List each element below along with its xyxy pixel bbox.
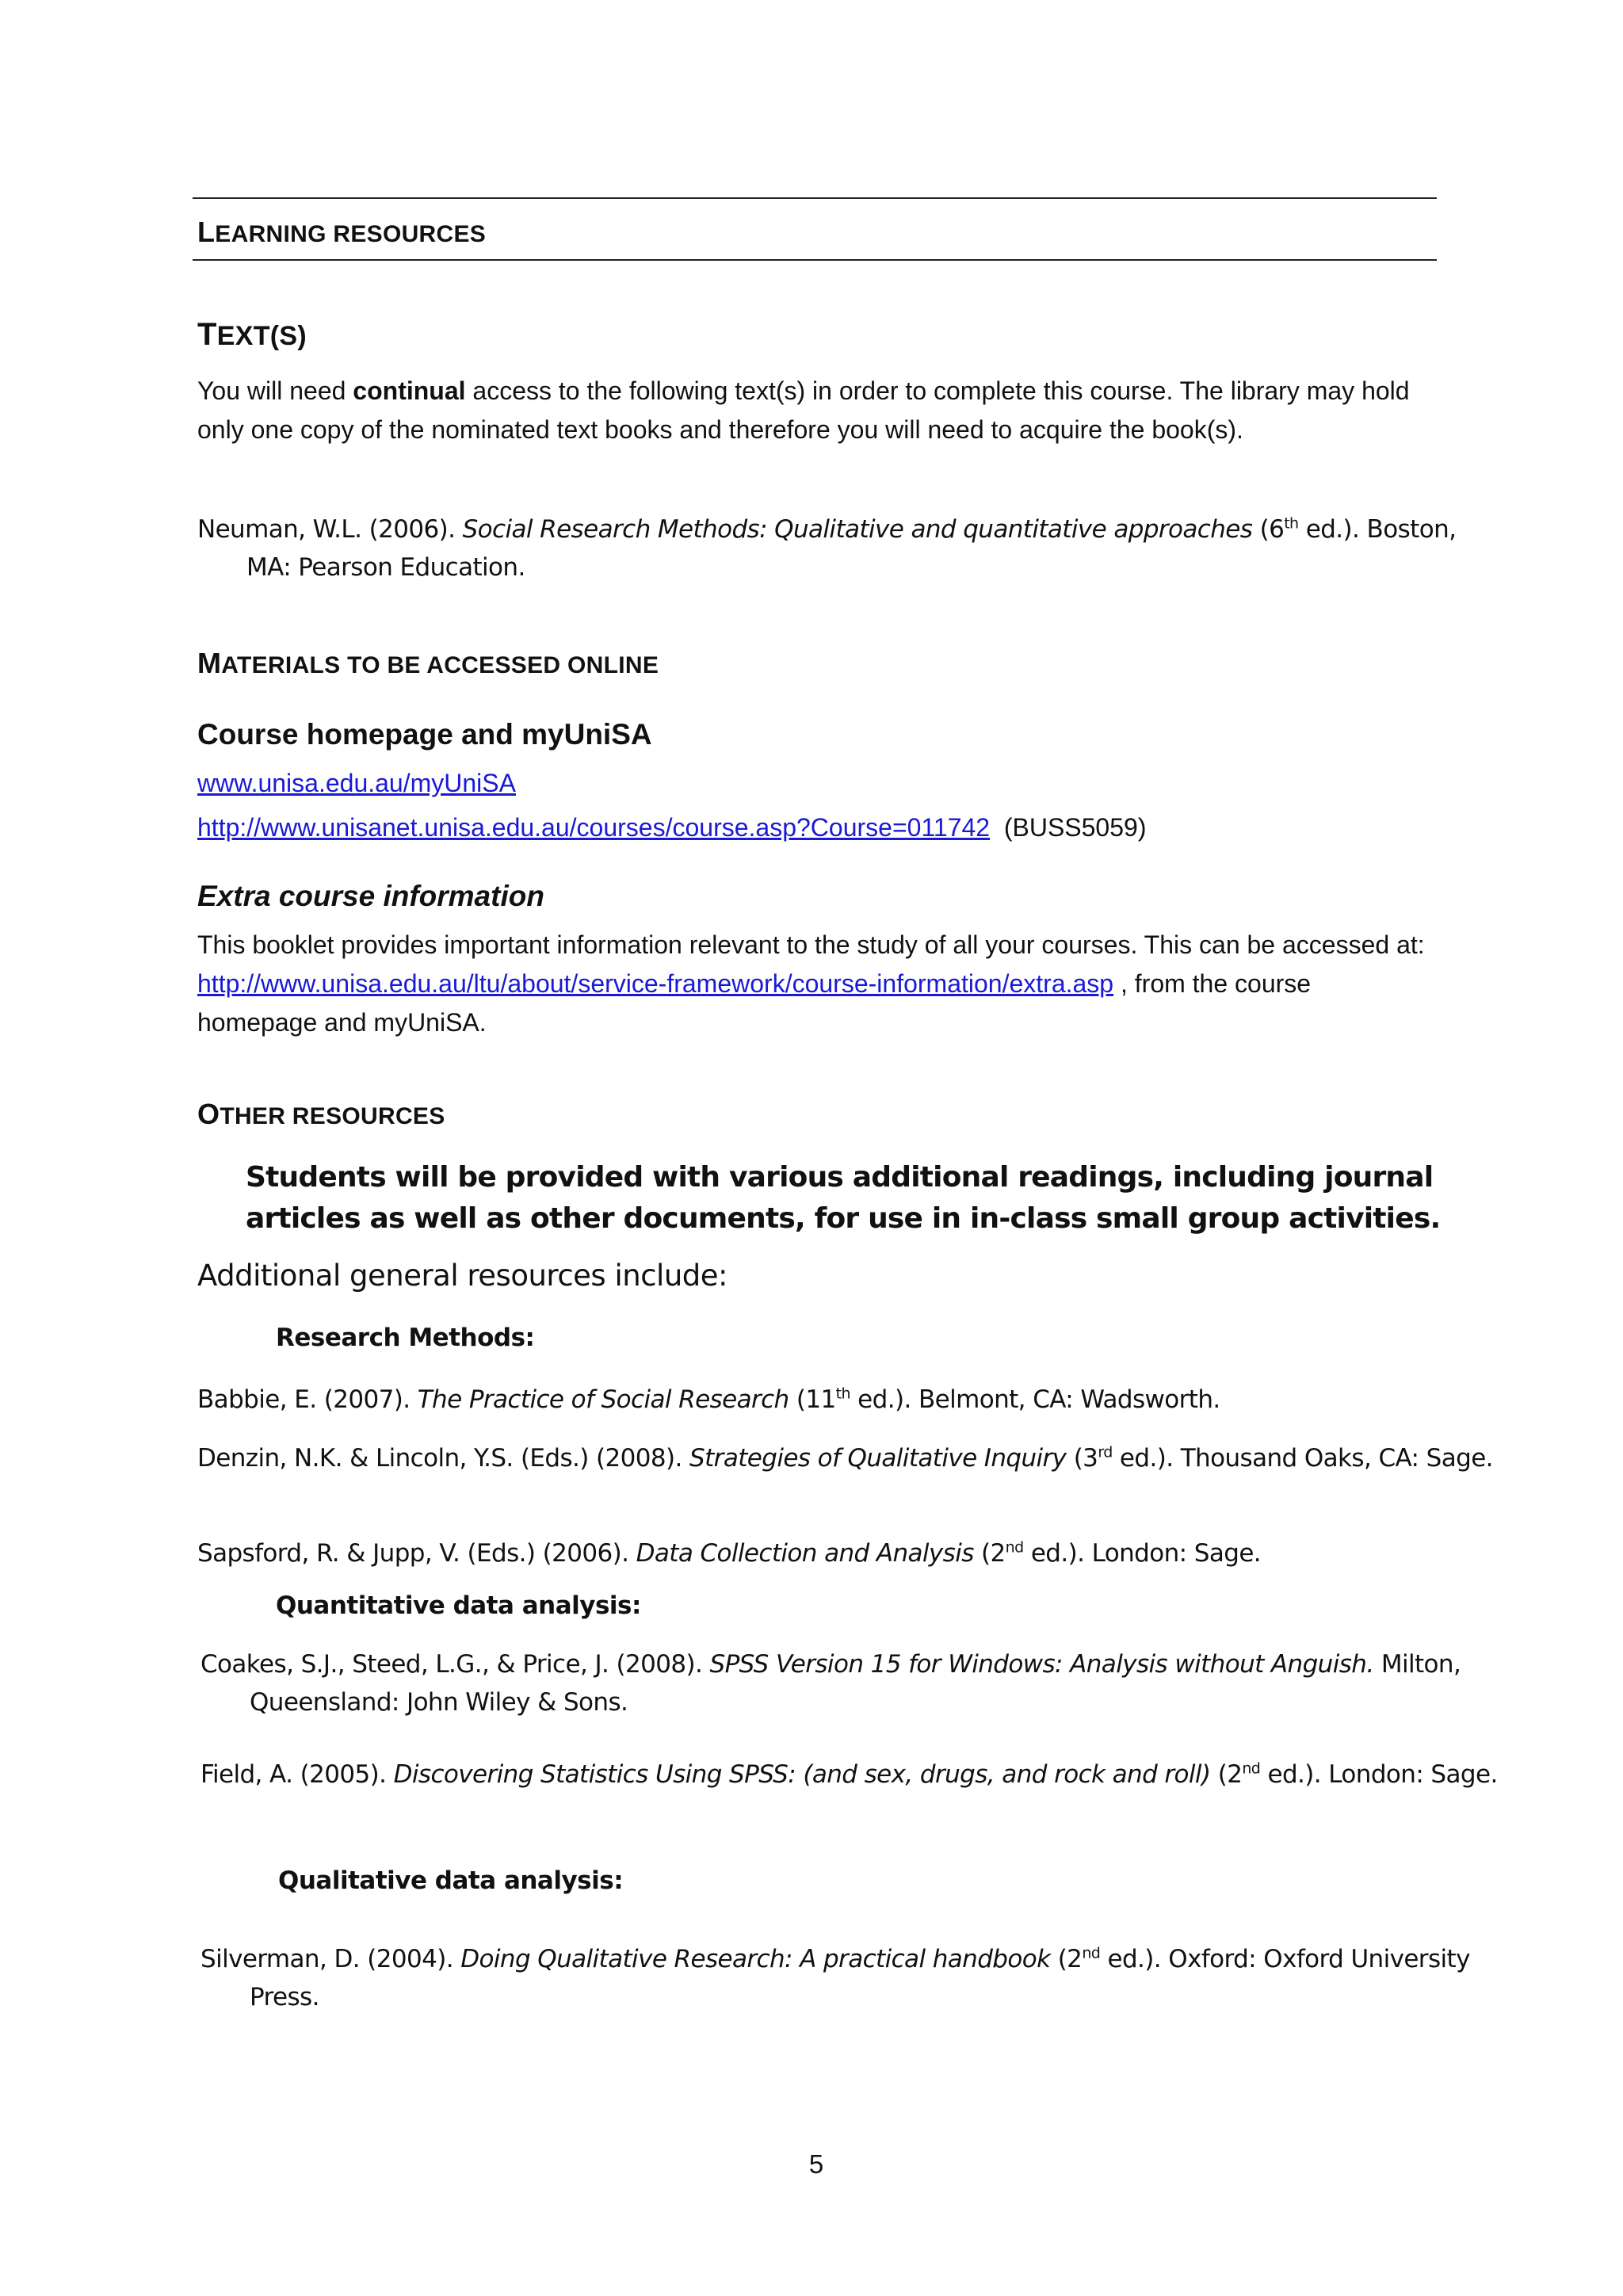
myunisa-link-line xyxy=(197,764,1434,803)
other-resources-heading: OTHER RESOURCES xyxy=(197,1098,445,1130)
materials-online-heading: MATERIALS TO BE ACCESSED ONLINE xyxy=(197,647,659,679)
course-code: (BUSS5059) xyxy=(1003,813,1147,842)
top-rule xyxy=(193,197,1437,199)
reference-item: Denzin, N.K. & Lincoln, Y.S. (Eds.) (2008). Strategies of Qualitative Inquiry (3rd ed.). Thousand Oaks, CA: Sage. xyxy=(197,1443,1493,1473)
course-link-line xyxy=(197,808,1434,847)
course-homepage-heading: Course homepage and myUniSA xyxy=(197,718,652,751)
extra-course-info-heading: Extra course information xyxy=(197,880,544,912)
research-methods-heading: Research Methods: xyxy=(276,1324,535,1352)
quantitative-heading: Quantitative data analysis: xyxy=(276,1591,641,1620)
neuman-reference: Neuman, W.L. (2006). Social Research Methods: Qualitative and quantitative approaches (6th ed.). Boston, MA: Pearson Education. xyxy=(197,514,1457,582)
texts-heading: TEXT(S) xyxy=(197,317,307,352)
myunisa-link[interactable]: www.unisa.edu.au/myUniSA xyxy=(197,769,516,797)
qualitative-heading: Qualitative data analysis: xyxy=(278,1866,624,1895)
reference-item: Silverman, D. (2004). Doing Qualitative Research: A practical handbook (2nd ed.). Oxford: Oxford University Press. xyxy=(200,1944,1470,2011)
reference-item: Babbie, E. (2007). The Practice of Social Research (11th ed.). Belmont, CA: Wadsworth. xyxy=(197,1385,1220,1414)
other-resources-intro: Students will be provided with various additional readings, including journal articles as well as other documents, for use in in-class small group activities. xyxy=(246,1161,1441,1235)
extra-course-info-text: This booklet provides important information relevant to the study of all your courses. This can be accessed at: http://www.unisa.edu.au/ltu/about/service-framework/course-information/extra.asp , from the course homepage and myUniSA. xyxy=(197,930,1425,1037)
texts-intro: You will need continual access to the following text(s) in order to complete this course. The library may hold only one copy of the nominated text books and therefore you will need to acquire the book(s). xyxy=(197,376,1410,444)
reference-item: Sapsford, R. & Jupp, V. (Eds.) (2006). Data Collection and Analysis (2nd ed.). London: Sage. xyxy=(197,1538,1262,1568)
page-number: 5 xyxy=(808,2149,824,2179)
bottom-rule xyxy=(193,259,1437,261)
additional-resources-label: Additional general resources include: xyxy=(197,1259,727,1293)
reference-item: Coakes, S.J., Steed, L.G., & Price, J. (2008). SPSS Version 15 for Windows: Analysis without Anguish. Milton, Queensland: John Wiley & Sons. xyxy=(200,1650,1461,1717)
extra-info-link[interactable]: http://www.unisa.edu.au/ltu/about/service-framework/course-information/extra.asp xyxy=(197,969,1114,998)
learning-resources-heading: LEARNING RESOURCES xyxy=(197,216,487,248)
reference-item: Field, A. (2005). Discovering Statistics Using SPSS: (and sex, drugs, and rock and roll) (2nd ed.). London: Sage. xyxy=(200,1759,1498,1789)
course-page-link[interactable]: http://www.unisanet.unisa.edu.au/courses/course.asp?Course=011742 xyxy=(197,813,991,842)
